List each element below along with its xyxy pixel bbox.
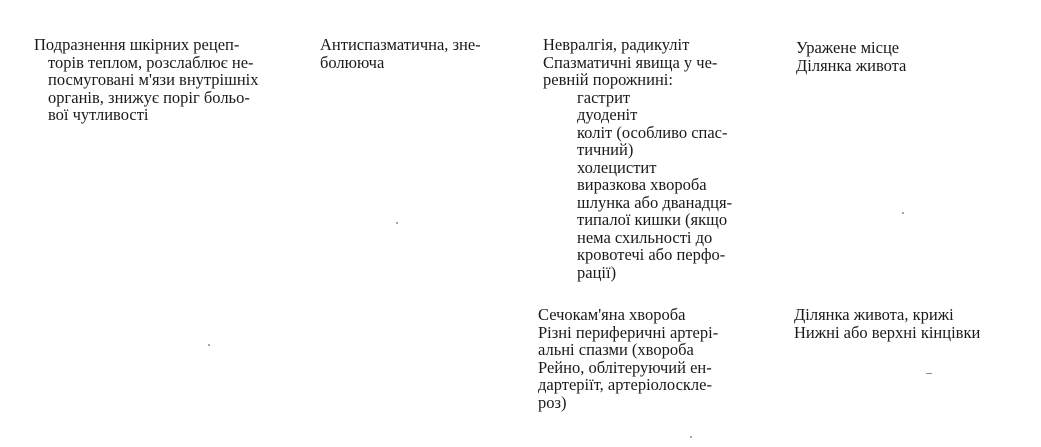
indication-subitem: нема схильності до xyxy=(577,227,713,247)
indication-line: Сечокам'яна хвороба xyxy=(538,305,686,324)
indication-subitem: виразкова хвороба xyxy=(577,175,707,194)
action-line: Подразнення шкірних рецеп- xyxy=(34,35,240,54)
scan-speck xyxy=(902,212,904,214)
indication-subitem: типалої кишки (якщо xyxy=(577,210,728,229)
action-line: вої чутливості xyxy=(48,105,149,124)
indication-subitem: холецистит xyxy=(577,157,657,177)
action-line: органів, знижує поріг больо- xyxy=(48,87,250,107)
scan-speck xyxy=(208,344,210,346)
indications-column-2 xyxy=(538,306,770,411)
indication-line: роз) xyxy=(538,392,567,412)
indications-column-1 xyxy=(543,36,783,281)
effect-line: Антиспазматична, зне- xyxy=(320,35,481,54)
indication-subitem: кровотечі або перфо- xyxy=(577,245,726,264)
indication-line: дартеріїт, артеріолоскле- xyxy=(538,375,712,394)
indication-line: альні спазми (хвороба xyxy=(538,340,694,359)
indication-subitem: дуоденіт xyxy=(577,105,638,124)
indication-subitem: коліт (особливо спас- xyxy=(577,122,728,142)
site-line: Ділянка живота, крижі xyxy=(794,305,954,324)
indication-line: Рейно, облітеруючий ен- xyxy=(538,357,712,377)
scan-speck xyxy=(926,373,932,374)
site-line: Ділянка живота xyxy=(796,55,907,75)
action-column xyxy=(34,36,296,124)
site-column-1 xyxy=(796,39,906,74)
indication-subitem: тичний) xyxy=(577,140,634,159)
effect-line: болююча xyxy=(320,52,385,72)
site-column-2 xyxy=(794,306,980,341)
indication-subitem: рації) xyxy=(577,262,617,282)
indication-line: Невралгія, радикуліт xyxy=(543,35,690,54)
action-line: посмуговані м'язи внутрішніх xyxy=(48,70,259,89)
action-line: торів теплом, розслаблює не- xyxy=(48,52,254,72)
scan-speck xyxy=(690,436,692,438)
site-line: Уражене місце xyxy=(796,38,900,57)
indication-subitem: гастрит xyxy=(577,87,631,107)
indication-line: ревній порожнині: xyxy=(543,70,673,89)
indication-subitem: шлунка або дванадця- xyxy=(577,192,733,212)
scan-speck xyxy=(396,222,398,224)
site-line: Нижні або верхні кінцівки xyxy=(794,322,981,342)
indication-line: Спазматичні явища у че- xyxy=(543,52,718,72)
indication-line: Різні периферичні артері- xyxy=(538,322,719,342)
effect-column xyxy=(320,36,524,71)
